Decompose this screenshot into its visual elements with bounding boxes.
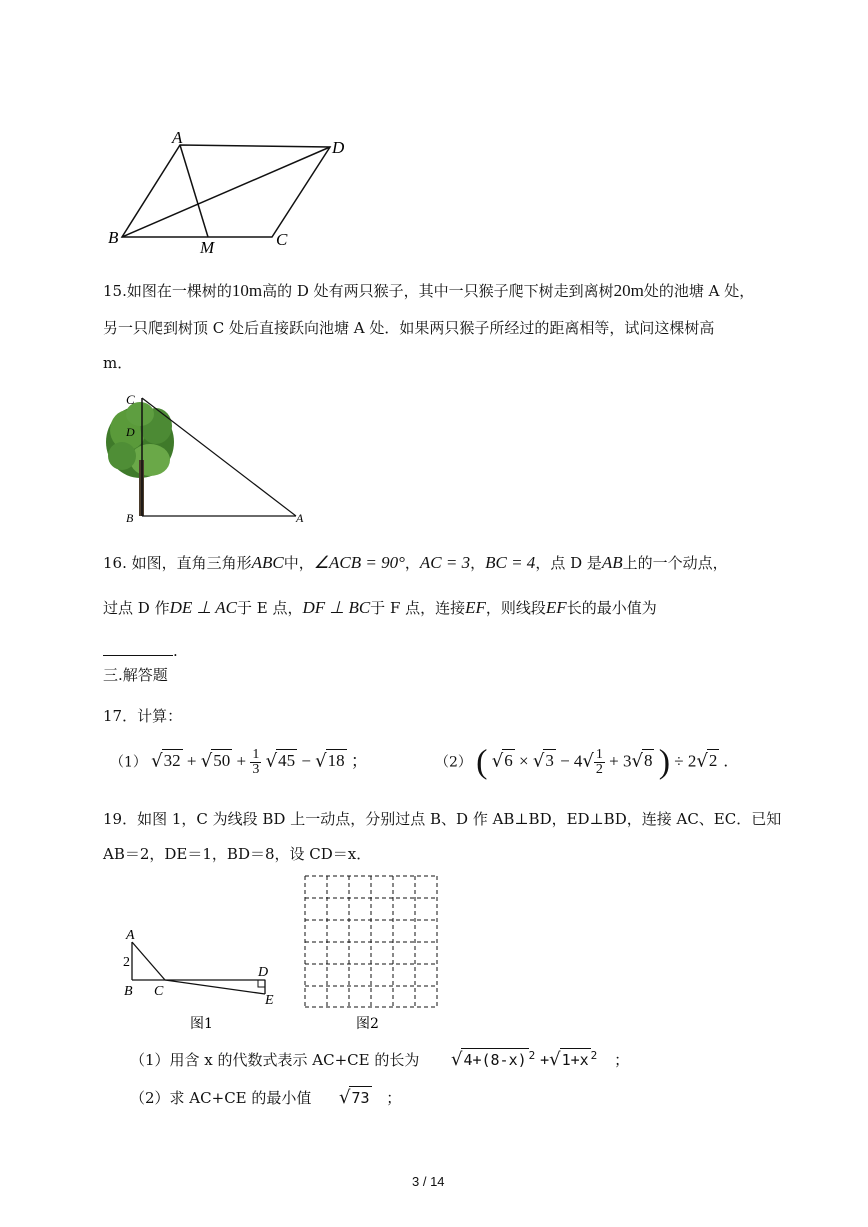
figure-2 xyxy=(300,870,445,1035)
label-B: B xyxy=(108,228,119,247)
label-D: D xyxy=(126,425,135,439)
page-number: 3 / 14 xyxy=(412,1174,445,1189)
q17-part2: （2） ( √6 × √3 − 4√ $\frac{1}{2}$ + 3√8 ) ÷ 2√2 . xyxy=(435,743,728,781)
q15-line2: 另一只爬到树顶 C 处后直接跃向池塘 A 处．如果两只猴子所经过的距离相等，试问这棵树高 xyxy=(103,319,715,337)
q19-line2: AB＝2，DE＝1，BD＝8，设 CD＝x． xyxy=(103,845,372,863)
label-C: C xyxy=(154,984,164,999)
label-B: B xyxy=(126,511,134,525)
label-M: M xyxy=(200,238,215,257)
answer-blank xyxy=(103,641,173,656)
q15-line1: 15.如图在一棵树的10m高的 D 处有两只猴子，其中一只猴子爬下树走到离树20m处的池塘 A 处， xyxy=(103,281,755,300)
q17-part1: （1） √32 + √50 + $\frac{1}{3}$ √45 − √18 ； xyxy=(110,747,368,777)
label-2: 2 xyxy=(123,955,130,970)
q17-title: 17．计算： xyxy=(103,707,183,725)
parallelogram-figure xyxy=(100,125,360,260)
q15-value-20m: 20m xyxy=(613,281,644,300)
q16-line1: 16. 如图，直角三角形ABC中，∠ACB = 90°，AC = 3，BC = 4，点 D 是AB上的一个动点， xyxy=(103,553,728,572)
q19-line1: 19．如图 1，C 为线段 BD 上一动点，分别过点 B、D 作 AB⊥BD，ED⊥BD，连接 AC、EC．已知 xyxy=(103,810,782,828)
section-heading: 三.解答题 xyxy=(103,666,168,684)
label-C: C xyxy=(276,230,288,249)
label-D: D xyxy=(258,965,269,980)
fraction: $\frac{1}{3}$ xyxy=(252,747,260,777)
tree-figure xyxy=(100,390,320,530)
label-C: C xyxy=(126,392,135,407)
label-B: B xyxy=(124,984,133,999)
q19-sub1: （1）用含 x 的代数式表示 AC+CE 的长为 √4+(8-x) $^2$ +√1+x $^2$ ； xyxy=(130,1049,630,1070)
q15-value-10m: 10m xyxy=(231,281,263,300)
q15-line3: m． xyxy=(103,354,133,372)
fig2-caption: 图2 xyxy=(356,1016,379,1032)
fraction: $\frac{1}{2}$ xyxy=(595,747,603,777)
q16-answer-blank: . xyxy=(103,640,178,662)
q19-sub2: （2）求 AC+CE 的最小值 √73 ； xyxy=(130,1087,402,1108)
figure-1 xyxy=(110,920,285,1035)
dashed-grid xyxy=(305,876,437,1007)
label-E: E xyxy=(265,993,274,1008)
label-A: A xyxy=(172,128,183,147)
label-A: A xyxy=(126,928,135,943)
q16-line2: 过点 D 作DE ⊥ AC于 E 点，DF ⊥ BC于 F 点，连接EF，则线段EF长的最小值为 xyxy=(103,598,657,617)
label-A: A xyxy=(296,511,304,525)
fig1-caption: 图1 xyxy=(190,1016,213,1032)
label-D: D xyxy=(332,138,345,157)
